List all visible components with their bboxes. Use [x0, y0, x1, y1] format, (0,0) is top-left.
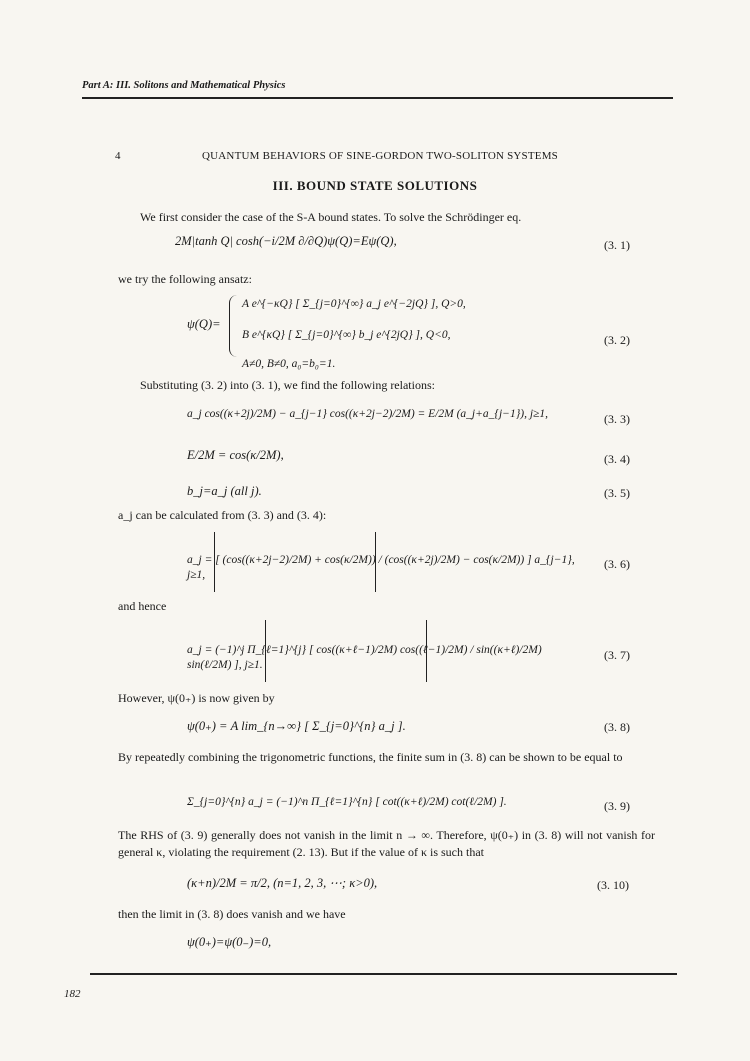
eq-number-3-5: (3. 5) — [604, 486, 630, 500]
footer-rule — [90, 973, 677, 975]
paragraph-1: We first consider the case of the S-A bound states. To solve the Schrödinger eq. — [140, 210, 522, 224]
equation-3-9: Σ_{j=0}^{n} a_j = (−1)^n Π_{ℓ=1}^{n} [ cot((κ+ℓ)/2M) cot(ℓ/2M) ]. — [187, 796, 507, 808]
eq-number-3-9: (3. 9) — [604, 799, 630, 813]
paper-title: QUANTUM BEHAVIORS OF SINE-GORDON TWO-SOLITON SYSTEMS — [202, 150, 559, 162]
equation-3-4: E/2M = cos(κ/2M), — [187, 448, 284, 462]
paragraph-7: By repeatedly combining the trigonometric functions, the finite sum in (3. 8) can be shown to be equal to — [118, 750, 623, 764]
section-heading: III. BOUND STATE SOLUTIONS — [272, 178, 478, 193]
paragraph-6: However, ψ(0₊) is now given by — [118, 691, 275, 705]
equation-3-2-conditions: A≠0, B≠0, a₀=b₀=1. — [242, 358, 336, 370]
header-rule — [82, 97, 673, 99]
eq-number-3-10: (3. 10) — [597, 878, 629, 892]
equation-3-3: a_j cos((κ+2j)/2M) − a_{j−1} cos((κ+2j−2)/2M) = E/2M (a_j+a_{j−1}), j≥1, — [187, 408, 548, 420]
eq-number-3-8: (3. 8) — [604, 720, 630, 734]
eq-number-3-2: (3. 2) — [604, 333, 630, 347]
paragraph-8: The RHS of (3. 9) generally does not vanish in the limit n → ∞. Therefore, ψ(0₊) in (3. 8) will not vanish for general κ, violating the requirement (2. 13). But if the value of κ is such that — [118, 828, 655, 859]
eq-number-3-6: (3. 6) — [604, 557, 630, 571]
equation-3-10: (κ+n)/2M = π/2, (n=1, 2, 3, ⋯; κ>0), — [187, 876, 378, 890]
equation-3-1: 2M|tanh Q| cosh(−i/2M ∂/∂Q)ψ(Q)=Eψ(Q), — [175, 234, 397, 248]
equation-3-6: a_j = [ (cos((κ+2j−2)/2M) + cos(κ/2M)) / (cos((κ+2j)/2M) − cos(κ/2M)) ] a_{j−1}, j≥1, — [187, 554, 575, 581]
equation-3-2-case2: B e^{κQ} [ Σ_{j=0}^{∞} b_j e^{2jQ} ], Q<0, — [242, 329, 451, 341]
equation-3-11: ψ(0₊)=ψ(0₋)=0, — [187, 935, 272, 949]
paragraph-2: we try the following ansatz: — [118, 272, 252, 286]
eq-number-3-3: (3. 3) — [604, 412, 630, 426]
equation-3-7: a_j = (−1)^j Π_{ℓ=1}^{j} [ cos((κ+ℓ−1)/2M) cos((ℓ−1)/2M) / sin((κ+ℓ)/2M) sin(ℓ/2M) ], j≥1. — [187, 644, 542, 671]
equation-3-5: b_j=a_j (all j). — [187, 484, 262, 498]
eq-number-3-4: (3. 4) — [604, 452, 630, 466]
equation-brace — [229, 295, 240, 357]
running-head: Part A: III. Solitons and Mathematical Physics — [82, 80, 286, 91]
equation-3-8: ψ(0₊) = A lim_{n→∞} [ Σ_{j=0}^{n} a_j ]. — [187, 719, 406, 733]
equation-3-2-case1: A e^{−κQ} [ Σ_{j=0}^{∞} a_j e^{−2jQ} ], Q>0, — [242, 298, 466, 310]
eq-number-3-1: (3. 1) — [604, 238, 630, 252]
page-number-top: 4 — [115, 150, 121, 162]
paragraph-4: a_j can be calculated from (3. 3) and (3. 4): — [118, 508, 327, 522]
paragraph-9: then the limit in (3. 8) does vanish and we have — [118, 907, 346, 921]
page-number-bottom: 182 — [64, 988, 81, 1000]
paragraph-3: Substituting (3. 2) into (3. 1), we find the following relations: — [140, 378, 435, 392]
eq-number-3-7: (3. 7) — [604, 648, 630, 662]
equation-3-2-lhs: ψ(Q)= — [187, 317, 221, 331]
paragraph-5: and hence — [118, 599, 167, 613]
